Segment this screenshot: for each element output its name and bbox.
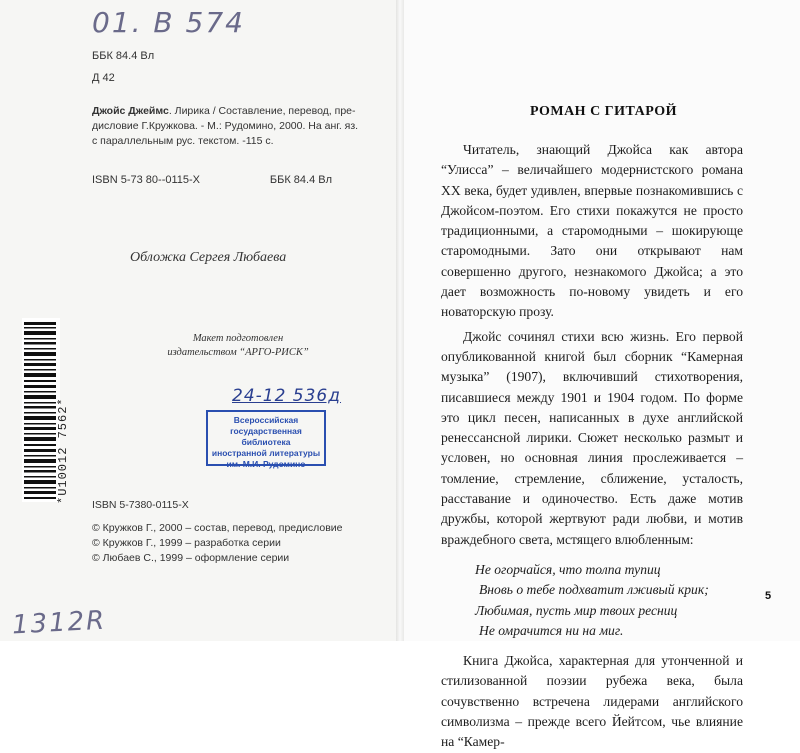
chapter-title: РОМАН С ГИТАРОЙ — [530, 104, 677, 119]
bib-line-3: с параллельным рус. текстом. -115 с. — [92, 135, 274, 147]
library-stamp — [206, 410, 326, 469]
layout-credit-line-1: Макет подготовлен — [192, 333, 284, 344]
poem-line-3: Любимая, пусть мир твоих ресниц — [475, 602, 678, 618]
isbn-row — [92, 174, 332, 186]
book-gutter — [396, 0, 404, 641]
poem-line-4: Не омрачится ни на миг. — [479, 622, 624, 638]
body-text — [441, 140, 743, 753]
page-number: 5 — [765, 590, 772, 602]
copyright-line-2: © Кружков Г., 1999 – разработка серии — [92, 537, 281, 549]
cover-credit: Обложка Сергея Любаева — [130, 250, 287, 265]
layout-credit — [128, 332, 348, 360]
stamp-line-4: им. М.И. Рудомино — [226, 459, 306, 469]
paragraph-1: Читатель, знающий Джойса как автора “Улисса” – величайшего модернистского романа XX века, будет удивлен, впервые познакомившись с Джойсом-поэтом. Его стихи покажутся не просто традиционными, а старомодными – шокирующе старомодными. Зато они открывают нам совершенно другого, незнакомого Джойса; а это дает возможность по-новому увидеть и его новаторскую прозу. — [441, 142, 743, 320]
stamp-line-1: Всероссийская — [233, 415, 299, 425]
author-code: Д 42 — [92, 72, 115, 84]
bibliographic-record — [92, 104, 372, 149]
bib-line-1 — [92, 104, 372, 119]
handwritten-inventory-number: 24-12 536д — [232, 386, 342, 406]
bib-author: Джойс Джеймс — [92, 105, 169, 117]
handwritten-note-bottom: 1312R — [11, 605, 107, 641]
copyright-line-1: © Кружков Г., 2000 – состав, перевод, предисловие — [92, 522, 343, 534]
bib-title: . Лирика / Составление, перевод, пре- — [168, 105, 356, 117]
left-page — [0, 0, 400, 641]
stamp-line-2: государственная библиотека — [230, 426, 302, 447]
stamp-line-3: иностранной литературы — [211, 448, 321, 458]
poem-line-1: Не огорчайся, что толпа тупиц — [475, 561, 661, 577]
poem-line-2: Вновь о тебе подхватит лживый крик; — [479, 582, 709, 598]
copyright-block — [92, 498, 343, 566]
isbn-top: ISBN 5-73 80--0115-Х — [92, 174, 201, 186]
bib-line-2: дисловие Г.Кружкова. - М.: Рудомино, 2000. На анг. яз. — [92, 120, 359, 132]
paragraph-3: Книга Джойса, характерная для утонченной и стилизованной поэзии рубежа века, была сочувственно встречена лидерами английского символизма – прежде всего Йейтсом, чье влияние на “Камер- — [441, 653, 743, 750]
paragraph-2: Джойс сочинял стихи всю жизнь. Его первой опубликованной книгой был сборник “Камерная музыка” (1907), включивший стихотворения, писавшиеся между 1901 и 1904 годом. По форме это цикл песен, написанных в духе английской ренессансной лирики. Сюжет несколько размыт и условен, но основная линия прослеживается – томление, стремление, сближение, усталость, расставание и одиночество. Есть даже мотив дружбы, которой жертвуют ради любви, и мотив враждебного света, мстящего влюбленным: — [441, 328, 743, 547]
barcode-number: *U10012 7562* — [56, 397, 70, 504]
layout-credit-line-2: издательством “АРГО-РИСК” — [167, 347, 309, 358]
isbn-bottom: ISBN 5-7380-0115-Х — [92, 499, 189, 511]
copyright-line-3: © Любаев С., 1999 – оформление серии — [92, 552, 290, 564]
bbk-code-right: ББК 84.4 Вл — [269, 174, 332, 186]
bbk-code-top: ББК 84.4 Вл — [92, 50, 155, 62]
library-barcode — [22, 318, 60, 502]
handwritten-shelfmark: 01. B 574 — [92, 6, 245, 39]
poem-quote — [441, 560, 743, 641]
